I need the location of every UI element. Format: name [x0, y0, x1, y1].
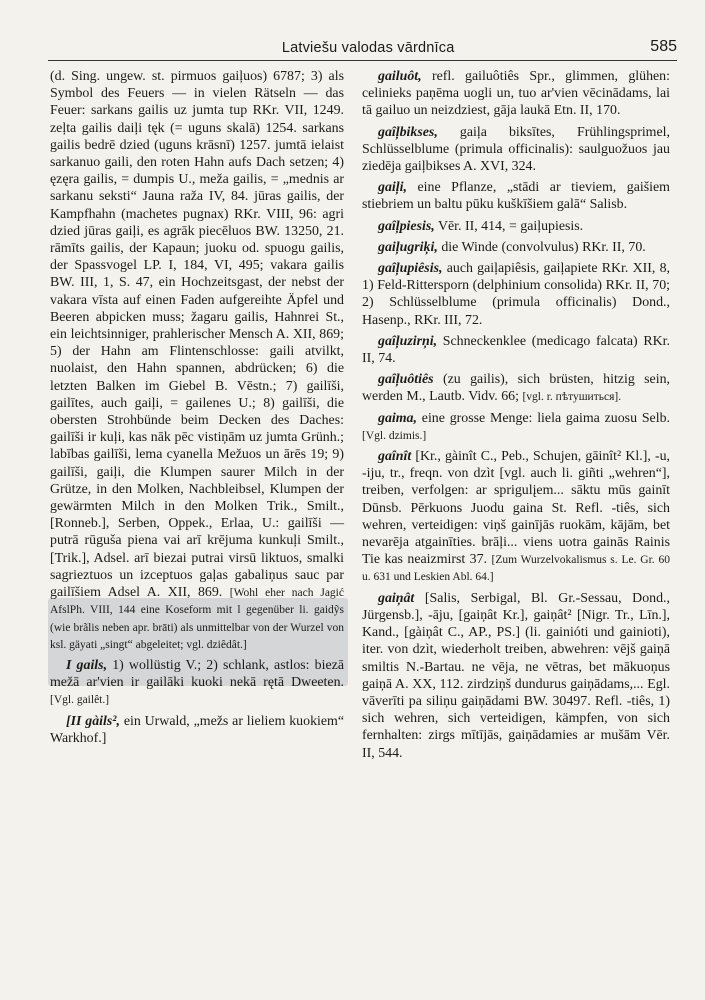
entry-headword: I gails,	[66, 657, 108, 673]
header-title: Latviešu valodas vārdnīca	[281, 40, 455, 56]
entry-note: [Zum Wurzelvokalismus s. Le. Gr. 60 u. 631 und Leskien Abl. 64.]	[362, 554, 670, 584]
entry-text: Vēr. II, 414, = gaiļupiesis.	[437, 218, 584, 234]
entry-headword: gaiļugriķi,	[378, 239, 438, 255]
entry-headword: [II gàils²,	[66, 713, 120, 729]
dictionary-entry	[50, 713, 344, 747]
entry-text: (d. Sing. ungew. st. pirmuos gaiļuos) 6787; 3) als Symbol des Feuers — in vielen Rätseln — das Feuer: sarkans gailis uz jumta tup RKr. VII, 1249. zeļta gailis daiļi tęk (= uguns skalā) 1254. sarkans gailis bedrē dzied (uguns krāsnī) 1257. jumtā ielaist sarkanuo gaili, den roten Hahn aufs Dach setzen; 4) ęzęra gailis, = dumpis U., meža gailis, = „mednis ar sarkanu seksti“ Jauna raža IV, 84. jūras gailis, der Kampfhahn (machetes pugnax) RKr. VIII, 96: agri dzied jūras gaiļi, es agrāk piecēluos BW. 13250, 21. rāmīts gailis, der Kapaun; juoku od. spuogu gailis, der Spassvogel LP. I, 184, VI, 495; vakara gailis BW. III, 1, S. 47, ein Hochzeitsgast, der nebst der vakara vīsta auf einen Faden aufgereihte Äpfel und Beeren abpicken muss; žagaru gailis, Hahnrei St., ein leichtsinniger, prahlerischer Mensch A. XII, 869; 5) der Hahn am Flintenschlosse: gaili atvilkt, nuolaist, den Hahn spannen, abdrücken; 6) die letzten Balken im Giebel B. Vēstn.; 7) gailīši, gailītes, auch gaiļi, = gailenes U.; 8) gailīši, die obersten Strohbünde beim Decken des Daches: gailīši ir kuļi, kas nāk pēc vistiņām uz jumta Grünh.; labības gailīši, lema cyanella Mežuos un ārēs 19; 9) gailīši, gaiļi, die Klumpen saurer Milch in der Grütze, in den Molken, Nachbleibsel, Klumpen der gewärmten Milch in den Molken Trik., Smilt., [Ronneb.], Serben, Oppek., Erlaa, U.: gailīši — putrā rūguša piena vai arī krējuma kunkuļi Smilt., [Trik.], Adsel. arī biezai putrai virsū liktuos, smalki sagrieztuos un izceptuos gaļas gabaliņus sauc par gailīšiem Adsel A. XII, 869.	[50, 69, 344, 601]
entry-headword: gaînît	[378, 449, 412, 465]
dictionary-entry	[362, 410, 670, 444]
dictionary-entry	[362, 179, 670, 213]
right-column	[362, 68, 670, 988]
entry-headword: gaiņât	[378, 590, 415, 606]
entry-text: [Kr., gàinît C., Peb., Schujen, gāinît² Kl.], -u, -iju, tr., freqn. von dzìt [vgl. auch li. giñti „wehren“], treiben, verfolgen: ar sprigulįem... sāktu mūs gainīt Dūnsb. Pērkuons Juodu gaina St. Refl. -tiês, sich wehren, verteidigen: viņš gainījās ruokām, kājām, bet nevarēja atgainīties. brāļi... viens uotra gainās Rainis Tie kas neaizmirst 37.	[362, 449, 670, 568]
entry-text: ein Urwald, „mežs ar lieliem kuokiem“ Warkhof.]	[50, 713, 345, 746]
dictionary-entry	[362, 371, 670, 405]
entry-text: gaiļa biksītes, Frühlingsprimel, Schlüsselblume (primula officinalis): saulguožuos jau ziedēja gaiļbikses A. XVI, 324.	[362, 124, 670, 175]
running-header	[48, 20, 677, 61]
dictionary-entry	[362, 218, 670, 235]
entry-text: refl. gailuôtiês Spr., glimmen, glühen: celinieks paņēma uogli un, tuo ar'vien vēcinādams, lai tā gailuo un neizdziest, gāja laukā Etn. II, 170.	[362, 69, 670, 119]
entry-note: [Wohl eher nach Jagić AfslPh. VIII, 144 eine Koseform mit l gegenüber li. gaidỹs (wie brãlis neben apr. brāti) als unmittelbar von der Wurzel von ksl. gäyati „singt“ abgeleitet; vgl. dziêdât.]	[50, 587, 344, 651]
dictionary-entry	[362, 590, 670, 762]
entry-text: eine Pflanze, „stādi ar tieviem, gaišiem stiebriem un baltu pūku kuškīšiem galā“ Salisb.	[362, 180, 670, 213]
entry-headword: gaîļupiêsis,	[378, 261, 443, 277]
entry-headword: gaîļbikses,	[378, 124, 438, 140]
entry-text: (zu gailis), sich brüsten, hitzig sein, werden M., Lautb. Vidv. 66;	[362, 372, 671, 405]
dictionary-entry	[362, 239, 670, 256]
entry-headword: gailuôt,	[378, 69, 422, 84]
dictionary-entry	[362, 448, 670, 586]
dictionary-entry	[362, 333, 670, 367]
entry-text: die Winde (convolvulus) RKr. II, 70.	[441, 239, 646, 255]
dictionary-entry	[50, 657, 344, 709]
left-column	[50, 68, 344, 988]
entry-text: 1) wollüstig V.; 2) schlank, astlos: biezā mežā ar'vien ir gailāki kuoki nekā rętā Dweeten.	[50, 657, 344, 691]
entry-headword: gaima,	[378, 410, 417, 426]
entry-headword: gaîļuzirņi,	[378, 333, 438, 349]
entry-headword: gaiļi,	[378, 180, 407, 196]
entry-note: [vgl. r. пѣтушиться].	[522, 391, 622, 404]
entry-text: auch gaiļapiêsis, gaiļapiete RKr. XII, 8, 1) Feld-Rittersporn (delphinium consolida) RKr. II, 70; 2) Schlüsselblume (primula officinalis) Dond., Hasenp., RKr. III, 72.	[362, 261, 671, 328]
dictionary-entry	[362, 124, 670, 176]
entry-text: [Salis, Serbigal, Bl. Gr.-Sessau, Dond., Jürgensb.], -āju, [gaiņât Kr.], gaiņât² [Nigr. Tr., Līn.], Kand., [gàiņât C., AP., PS.] (li. gainióti und gainioti), iter. von dzìt, wiederholt treiben, abwehren: vējš gaiņā smiltis N.-Bartau. ne vēja, ne vētras, bet mākuoņus gaiņā A. XX, 112. zirdziņš dundurus gaiņādams,... Egl. vāverīti pa siliņu gaiņādami BW. 30497. Refl. -tiês, 1) sich wehren, sich verteidigen, kämpfen, von sich fernhalten: zirgs mītījās, gaiņādamies ar mušām Vēr. II, 544.	[362, 590, 670, 761]
entry-headword: gaîļuôtiês	[378, 372, 434, 388]
entry-note: [Vgl. dzimis.]	[362, 429, 427, 442]
dictionary-entry	[50, 68, 344, 653]
entry-text: Schneckenklee (medicago falcata) RKr. II, 74.	[362, 333, 670, 367]
page-number: 585	[650, 38, 677, 55]
entry-headword: gaîļpiesis,	[378, 218, 435, 234]
entry-text: eine grosse Menge: liela gaima zuosu Selb.	[421, 410, 670, 426]
dictionary-entry	[362, 260, 670, 329]
entry-note: [Vgl. gailêt.]	[50, 694, 110, 707]
dictionary-entry	[362, 68, 670, 120]
